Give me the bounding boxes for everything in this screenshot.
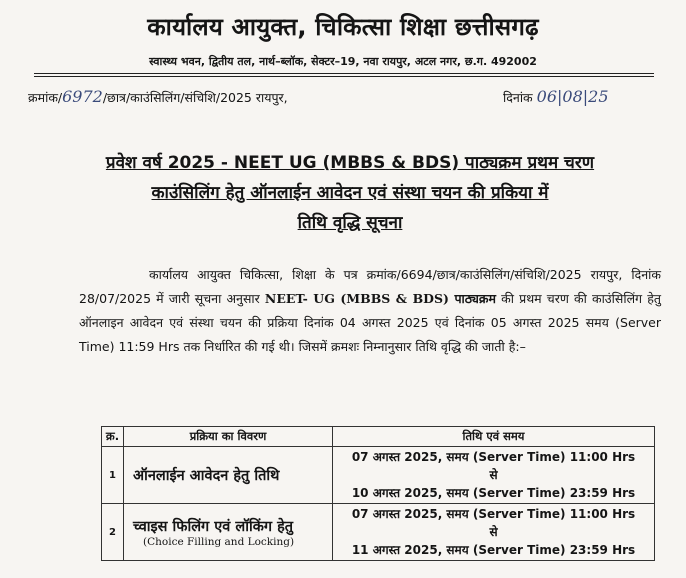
row-sn: 1 [102, 447, 124, 504]
row-process-english: (Choice Filling and Locking) [143, 536, 295, 548]
body-text-1: कार्यालय आयुक्त चिकित्सा, शिक्षा के पत्र क्रमांक/6694/छात्र/काउंसिलिंग/संचिशि/2025 रायपुर, दिनांक 28/07/2025 में जारी सूचना अनुसार [79, 267, 661, 306]
row-process [124, 504, 333, 561]
office-address: स्वास्थ्य भवन, द्वितीय तल, नार्थ–ब्लॉक, सेक्टर–19, नवा रायपुर, अटल नगर, छ.ग. 492002 [149, 55, 537, 68]
row-datetime [333, 447, 655, 504]
reference-suffix: /छात्र/काउंसिलिंग/संचिशि/2025 रायपुर, [102, 90, 288, 105]
subject-line-3: तिथि वृद्धि सूचना [297, 213, 403, 233]
row-to-time: 10 अगस्त 2025, समय (Server Time) 23:59 Hrs [351, 486, 636, 500]
body-paragraph [79, 263, 661, 359]
row-to-word: से [489, 525, 498, 539]
row-to-time: 11 अगस्त 2025, समय (Server Time) 23:59 Hrs [351, 543, 636, 557]
header-datetime: तिथि एवं समय [333, 427, 655, 447]
row-to-word: से [489, 468, 498, 482]
row-process-hindi: ऑनलाईन आवेदन हेतु तिथि [133, 468, 280, 484]
body-course-bold: NEET- UG (MBBS & BDS) पाठ्यक्रम [264, 291, 496, 306]
header-rule [34, 73, 654, 74]
schedule-table [101, 426, 655, 561]
subject-line-2: काउंसिलिंग हेतु ऑनलाईन आवेदन एवं संस्था चयन की प्रकिया में [151, 183, 549, 203]
table-row [102, 504, 655, 561]
header-sn: क्र. [102, 427, 124, 447]
table-header-row [102, 427, 655, 447]
office-title: कार्यालय आयुक्त, चिकित्सा शिक्षा छत्तीसगढ़ [147, 13, 539, 41]
row-from-time: 07 अगस्त 2025, समय (Server Time) 11:00 Hrs [351, 507, 636, 521]
row-process-hindi: च्वाइस फिलिंग एवं लॉकिंग हेतु [133, 519, 294, 535]
reference-handwritten-number: 6972 [62, 87, 103, 106]
row-datetime [333, 504, 655, 561]
row-process [124, 447, 333, 504]
body-text-2: की प्रथम चरण की काउंसिलिंग हेतु ऑनलाइन आवेदन एवं संस्था चयन की प्रक्रिया दिनांक 04 अगस्त 2025 एवं दिनांक 05 अगस्त 2025 समय (Server Time) 11:59 Hrs तक निर्धारित की गई थी। जिसमें क्रमशः निम्नानुसार तिथि वृद्धि की जाती है:– [79, 291, 661, 354]
header-process: प्रक्रिया का विवरण [124, 427, 333, 447]
subject-line-1: प्रवेश वर्ष 2025 - NEET UG (MBBS & BDS) पाठ्यक्रम प्रथम चरण [105, 153, 595, 173]
row-sn: 2 [102, 504, 124, 561]
date-label: दिनांक [503, 90, 533, 105]
date-handwritten-value: 06|08|25 [536, 87, 609, 106]
reference-prefix: क्रमांक/ [28, 90, 63, 105]
table-row [102, 447, 655, 504]
letter-date [503, 87, 609, 106]
reference-number [28, 87, 288, 106]
header-rule-thin [34, 76, 654, 77]
row-from-time: 07 अगस्त 2025, समय (Server Time) 11:00 Hrs [351, 450, 636, 464]
